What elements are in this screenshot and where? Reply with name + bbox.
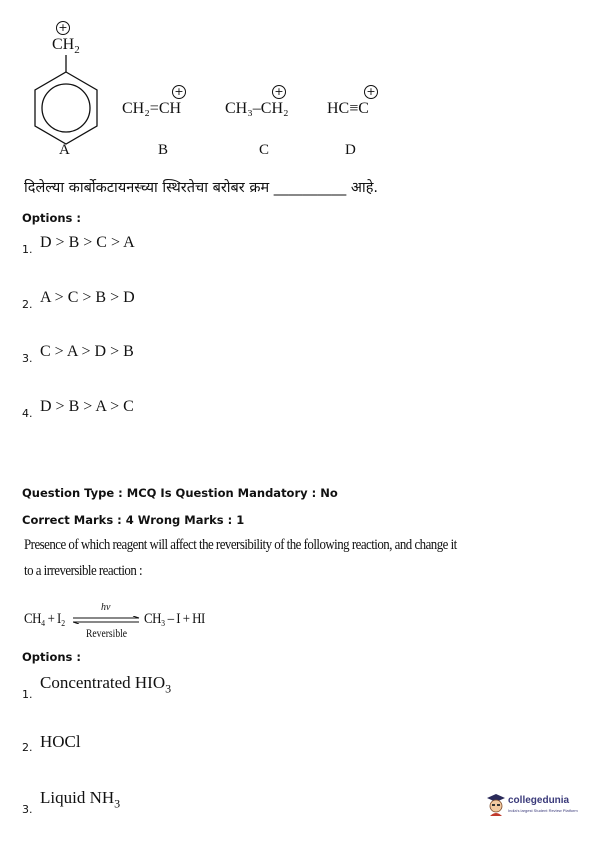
- reaction-condition-below: Reversible: [86, 626, 128, 640]
- structure-d-formula: HC≡C: [327, 100, 369, 117]
- charge-icon-b: +: [172, 85, 186, 99]
- q2-text-line-2: to a irreversible reaction :: [24, 563, 143, 579]
- structure-b-formula: CH₂=CH: [122, 100, 182, 117]
- logo-name: collegedunia: [508, 795, 570, 806]
- q1-option-4-number: 4.: [22, 407, 33, 420]
- reaction-condition-above: hν: [101, 602, 111, 613]
- q2-option-2-text[interactable]: HOCl: [40, 732, 81, 751]
- q2-options-heading: Options :: [22, 650, 81, 664]
- collegedunia-logo: [486, 793, 586, 819]
- q2-meta-marks: Correct Marks : 4 Wrong Marks : 1: [22, 513, 245, 527]
- structure-b-label: B: [158, 142, 169, 158]
- benzene-ring: [28, 55, 104, 145]
- q2-text-line-1: Presence of which reagent will affect the reversibility of the following reaction, and change it: [24, 537, 457, 553]
- q1-option-3-number: 3.: [22, 352, 33, 365]
- q1-option-3-text[interactable]: C > A > D > B: [40, 343, 134, 360]
- graduate-mascot-icon: [486, 793, 506, 817]
- reaction-products: CH₃ – I + HI: [144, 611, 205, 627]
- q2-option-1-number: 1.: [22, 688, 33, 701]
- q2-option-1-text[interactable]: Concentrated $HIO_3$: [40, 673, 172, 696]
- structure-c-formula: CH₃–CH₂: [225, 100, 289, 117]
- q1-question-text: दिलेल्या कार्बोकटायनस्च्या स्थिरतेचा बरोबर क्रम __________ आहे.: [24, 180, 379, 196]
- q2-option-3-text[interactable]: Liquid $NH_3$: [40, 788, 121, 811]
- charge-icon-d: +: [364, 85, 378, 99]
- q1-options-heading: Options :: [22, 211, 81, 225]
- q2-option-3-number: 3.: [22, 803, 33, 816]
- logo-tagline: India's largest Student Review Platform: [508, 808, 578, 813]
- q1-option-1-text[interactable]: D > B > C > A: [40, 234, 135, 251]
- structure-a-label: A: [59, 142, 70, 158]
- q1-option-1-number: 1.: [22, 243, 33, 256]
- reaction-reactants: CH₄ + I₂: [24, 611, 65, 627]
- charge-icon-c: +: [272, 85, 286, 99]
- q2-meta-type: Question Type : MCQ Is Question Mandatory : No: [22, 486, 338, 500]
- structure-d-label: D: [345, 142, 356, 158]
- q1-option-2-text[interactable]: A > C > B > D: [40, 289, 135, 306]
- q1-option-4-text[interactable]: D > B > A > C: [40, 398, 134, 415]
- structure-a-formula: $CH_2$: [52, 36, 80, 57]
- charge-icon-a: +: [56, 21, 70, 35]
- q2-option-2-number: 2.: [22, 741, 33, 754]
- structure-c-label: C: [259, 142, 270, 158]
- q1-option-2-number: 2.: [22, 298, 33, 311]
- reversible-arrow-icon: [73, 616, 141, 624]
